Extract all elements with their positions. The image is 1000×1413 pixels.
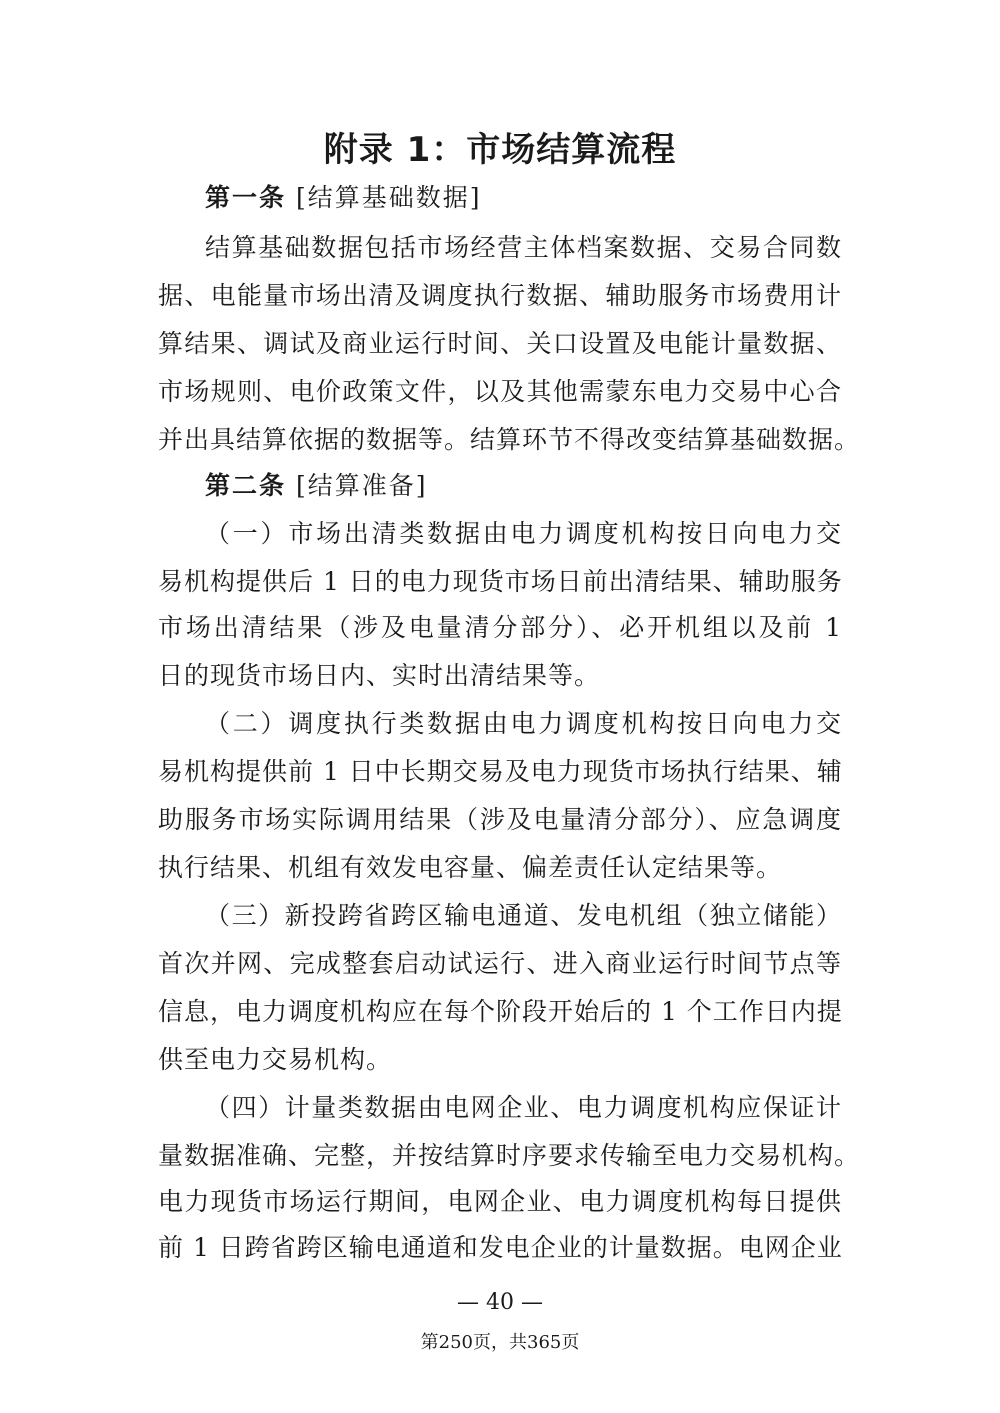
item-3-line: 信息，电力调度机构应在每个阶段开始后的 1 个工作日内提: [158, 997, 843, 1026]
article-1-bracket: [结算基础数据]: [295, 183, 482, 212]
item-1-line: 易机构提供后 1 日的电力现货市场日前出清结果、辅助服务: [158, 567, 843, 596]
article-1-label: 第一条: [205, 183, 287, 212]
article-1-line: 并出具结算依据的数据等。结算环节不得改变结算基础数据。: [158, 425, 861, 454]
article-1-line: 结算基础数据包括市场经营主体档案数据、交易合同数: [205, 233, 842, 262]
page-number: — 40 —: [457, 1290, 543, 1315]
item-4-line: 前 1 日跨省跨区输电通道和发电企业的计量数据。电网企业: [158, 1233, 843, 1262]
page-title: 附录 1：市场结算流程: [323, 130, 677, 170]
article-1-heading: [205, 178, 481, 214]
item-4-line: 量数据准确、完整，并按结算时序要求传输至电力交易机构。: [158, 1141, 861, 1170]
item-1-line: （一）市场出清类数据由电力调度机构按日向电力交: [205, 519, 842, 548]
article-1-line: 据、电能量市场出清及调度执行数据、辅助服务市场费用计: [158, 281, 842, 310]
page-total: 第250页，共365页: [420, 1332, 580, 1353]
article-1-line: 市场规则、电价政策文件，以及其他需蒙东电力交易中心合: [158, 377, 842, 406]
item-3-line: 首次并网、完成整套启动试运行、进入商业运行时间节点等: [158, 949, 842, 978]
item-3-line: 供至电力交易机构。: [158, 1045, 393, 1074]
item-1-line: 市场出清结果（涉及电量清分部分）、必开机组以及前 1: [158, 613, 842, 642]
item-2-line: 助服务市场实际调用结果（涉及电量清分部分）、应急调度: [158, 805, 842, 834]
item-2-line: 易机构提供前 1 日中长期交易及电力现货市场执行结果、辅: [158, 757, 843, 786]
item-4-line: （四）计量类数据由电网企业、电力调度机构应保证计: [205, 1093, 842, 1122]
article-2-heading: [205, 466, 427, 502]
item-3-line: （三）新投跨省跨区输电通道、发电机组（独立储能）: [205, 901, 842, 930]
article-2-bracket: [结算准备]: [295, 471, 428, 500]
article-2-label: 第二条: [205, 471, 287, 500]
item-2-line: 执行结果、机组有效发电容量、偏差责任认定结果等。: [158, 853, 783, 882]
article-1-line: 算结果、调试及商业运行时间、关口设置及电能计量数据、: [158, 329, 842, 358]
item-1-line: 日的现货市场日内、实时出清结果等。: [158, 661, 601, 690]
item-2-line: （二）调度执行类数据由电力调度机构按日向电力交: [205, 709, 842, 738]
item-4-line: 电力现货市场运行期间，电网企业、电力调度机构每日提供: [158, 1187, 842, 1216]
